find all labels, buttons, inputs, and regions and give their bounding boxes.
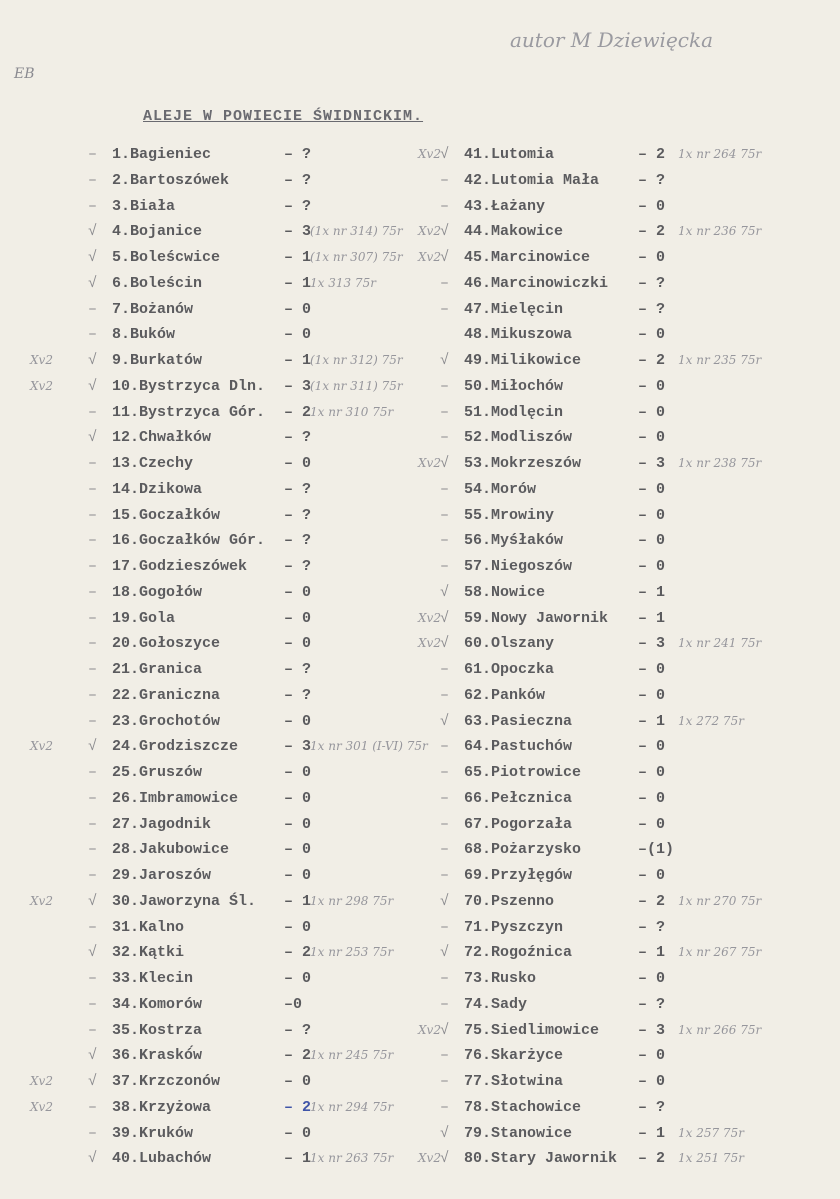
alley-count: – ? xyxy=(638,274,666,292)
alley-count: – 3 xyxy=(284,223,312,241)
alley-count: – 2 xyxy=(284,944,312,962)
village-name: 53.Mokrzeszów xyxy=(464,455,582,472)
village-name: 64.Pastuchów xyxy=(464,738,573,756)
alley-count: – 0 xyxy=(638,815,666,833)
alley-count: – 3 xyxy=(638,455,666,472)
handwritten-tally: Xv2 xyxy=(30,739,53,754)
village-name: 74.Sady xyxy=(464,995,528,1013)
alley-count: – 0 xyxy=(638,661,666,678)
handwritten-note: 1x nr 238 75r xyxy=(678,456,762,470)
handwritten-note: (1x nr 312) 75r xyxy=(310,353,403,367)
alley-count: – ? xyxy=(638,1098,666,1116)
alley-count: – 0 xyxy=(638,558,666,575)
alley-count: – 3 xyxy=(284,377,312,395)
village-name: 58.Nowice xyxy=(464,583,546,601)
author-signature: autor M Dziewięcka xyxy=(510,28,714,52)
check-mark: √ xyxy=(88,429,98,447)
check-mark: – xyxy=(88,867,98,884)
village-name: 65.Piotrowice xyxy=(464,764,582,781)
alley-count: – 0 xyxy=(284,635,312,653)
village-name: 50.Miłochów xyxy=(464,377,564,395)
alley-count: – 0 xyxy=(638,532,666,550)
alley-count: – 1 xyxy=(284,892,312,910)
village-name: 22.Graniczna xyxy=(112,686,221,704)
village-name: 79.Stanowice xyxy=(464,1124,573,1142)
handwritten-note: 1x nr 267 75r xyxy=(678,945,762,960)
village-name: 62.Panków xyxy=(464,686,546,704)
alley-count: – 2 xyxy=(638,1150,666,1168)
village-name: 52.Modliszów xyxy=(464,429,573,447)
handwritten-note: 1x nr 294 75r xyxy=(310,1099,394,1114)
alley-count: – ? xyxy=(284,480,312,498)
village-name: 73.Rusko xyxy=(464,970,537,987)
village-name: 80.Stary Jawornik xyxy=(464,1150,618,1168)
check-mark: – xyxy=(88,1098,98,1116)
alley-count: – 1 xyxy=(638,609,666,627)
alley-count: – 1 xyxy=(638,944,666,962)
alley-count: – 0 xyxy=(284,326,312,344)
handwritten-tally: Xv2 xyxy=(30,1074,53,1088)
check-mark: – xyxy=(440,1047,450,1065)
alley-count: – ? xyxy=(284,197,312,215)
village-name: 21.Granica xyxy=(112,661,203,678)
check-mark: – xyxy=(88,970,98,987)
alley-count: – ? xyxy=(284,429,312,447)
check-mark: – xyxy=(440,377,450,395)
village-name: 39.Kruków xyxy=(112,1124,194,1142)
village-name: 47.Mielęcin xyxy=(464,300,564,318)
check-mark: – xyxy=(88,764,98,781)
handwritten-note: 1x nr 270 75r xyxy=(678,893,762,908)
check-mark: √ xyxy=(88,377,98,395)
check-mark: – xyxy=(440,429,450,447)
alley-count: – 0 xyxy=(638,197,666,215)
handwritten-tally: Xv2 xyxy=(30,1099,53,1114)
handwritten-note: 1x 257 75r xyxy=(678,1125,744,1140)
village-name: 55.Mrowiny xyxy=(464,506,555,524)
village-name: 33.Klecin xyxy=(112,970,194,987)
check-mark: – xyxy=(88,918,98,936)
handwritten-note: (1x nr 314) 75r xyxy=(310,224,403,239)
village-name: 36.Kraskó́w xyxy=(112,1047,203,1065)
check-mark: – xyxy=(440,995,450,1013)
village-name: 10.Bystrzyca Dln. xyxy=(112,377,266,395)
check-mark: – xyxy=(440,918,450,936)
alley-count: –0 xyxy=(284,995,303,1013)
check-mark: – xyxy=(88,583,98,601)
handwritten-note: 1x nr 264 75r xyxy=(678,147,762,161)
alley-count: – 0 xyxy=(284,1073,312,1090)
check-mark: – xyxy=(88,712,98,730)
check-mark: – xyxy=(440,970,450,987)
village-name: 11.Bystrzyca Gór. xyxy=(112,403,266,421)
village-name: 77.Słotwina xyxy=(464,1073,564,1090)
check-mark: – xyxy=(88,1021,98,1039)
alley-count: – ? xyxy=(284,506,312,524)
check-mark: √ xyxy=(440,223,450,241)
alley-count: – 0 xyxy=(638,686,666,704)
check-mark: – xyxy=(440,686,450,704)
village-name: 14.Dzikowa xyxy=(112,480,203,498)
handwritten-note: 1x nr 241 75r xyxy=(678,636,762,651)
handwritten-note: 1x nr 266 75r xyxy=(678,1022,762,1037)
check-mark: √ xyxy=(440,1124,450,1142)
handwritten-tally: Xv2 xyxy=(418,456,441,470)
alley-count: – 0 xyxy=(284,970,312,987)
check-mark: – xyxy=(440,506,450,524)
check-mark: – xyxy=(88,686,98,704)
alley-count: – 2 xyxy=(638,352,666,369)
alley-count: – 0 xyxy=(284,1124,312,1142)
check-mark: – xyxy=(440,1073,450,1090)
check-mark: – xyxy=(440,480,450,498)
check-mark: – xyxy=(88,326,98,344)
check-mark: – xyxy=(88,403,98,421)
alley-count: – 2 xyxy=(284,1047,312,1065)
alley-count: – 3 xyxy=(284,738,312,756)
handwritten-tally: Xv2 xyxy=(418,610,441,625)
alley-count: – 0 xyxy=(284,918,312,936)
alley-count: – 0 xyxy=(284,712,312,730)
handwritten-tally: Xv2 xyxy=(30,893,53,908)
handwritten-tally: Xv2 xyxy=(418,224,441,239)
check-mark: √ xyxy=(440,249,450,266)
check-mark: – xyxy=(440,558,450,575)
handwritten-note: 1x 272 75r xyxy=(678,713,744,728)
village-name: 70.Pszenno xyxy=(464,892,555,910)
village-name: 37.Krzczonów xyxy=(112,1073,221,1090)
check-mark: √ xyxy=(88,223,98,241)
check-mark: √ xyxy=(440,944,450,962)
village-name: 42.Lutomia Mała xyxy=(464,171,600,189)
alley-count: – 0 xyxy=(638,867,666,884)
alley-count: – ? xyxy=(284,146,312,163)
handwritten-note: 1x nr 310 75r xyxy=(310,404,394,419)
check-mark: √ xyxy=(440,146,450,163)
village-name: 27.Jagodnik xyxy=(112,815,212,833)
alley-count: – 0 xyxy=(638,1073,666,1090)
village-name: 40.Lubachów xyxy=(112,1150,212,1168)
alley-count: – 0 xyxy=(638,480,666,498)
check-mark: √ xyxy=(88,892,98,910)
village-name: 4.Bojanice xyxy=(112,223,203,241)
village-name: 6.Boleścin xyxy=(112,274,203,292)
handwritten-note: 1x nr 245 75r xyxy=(310,1048,394,1063)
village-name: 45.Marcinowice xyxy=(464,249,591,266)
alley-count: – 1 xyxy=(638,712,666,730)
handwritten-tally: Xv2 xyxy=(418,636,441,651)
handwritten-note: 1x 313 75r xyxy=(310,275,376,290)
check-mark: √ xyxy=(88,1073,98,1090)
alley-count: – 0 xyxy=(284,455,312,472)
village-name: 38.Krzyżowa xyxy=(112,1098,212,1116)
village-name: 67.Pogorzała xyxy=(464,815,573,833)
village-name: 12.Chwałków xyxy=(112,429,212,447)
alley-count: – 0 xyxy=(638,764,666,781)
check-mark: √ xyxy=(88,1150,98,1168)
check-mark: – xyxy=(440,197,450,215)
alley-count: – ? xyxy=(284,686,312,704)
handwritten-note: 1x nr 301 (I-VI) 75r xyxy=(310,739,428,754)
alley-count: – 0 xyxy=(638,506,666,524)
village-name: 25.Gruszów xyxy=(112,764,203,781)
alley-count: – 0 xyxy=(638,326,666,344)
check-mark: √ xyxy=(440,455,450,472)
village-name: 26.Imbramowice xyxy=(112,789,239,807)
village-name: 29.Jaroszów xyxy=(112,867,212,884)
check-mark: √ xyxy=(88,1047,98,1065)
corner-mark: EB xyxy=(14,66,35,82)
check-mark: – xyxy=(88,300,98,318)
alley-count: – 2 xyxy=(284,1098,312,1116)
handwritten-tally: Xv2 xyxy=(418,147,441,161)
check-mark: – xyxy=(88,558,98,575)
check-mark: – xyxy=(88,171,98,189)
alley-count: – ? xyxy=(284,558,312,575)
village-name: 76.Skarżyce xyxy=(464,1047,564,1065)
alley-count: – ? xyxy=(638,171,666,189)
village-name: 2.Bartoszówek xyxy=(112,171,230,189)
handwritten-tally: Xv2 xyxy=(418,1022,441,1037)
village-name: 13.Czechy xyxy=(112,455,194,472)
check-mark: – xyxy=(440,661,450,678)
check-mark: √ xyxy=(440,1150,450,1168)
check-mark: – xyxy=(440,1098,450,1116)
alley-count: – 1 xyxy=(284,1150,312,1168)
alley-count: – 0 xyxy=(284,300,312,318)
check-mark: – xyxy=(440,171,450,189)
handwritten-note: 1x nr 263 75r xyxy=(310,1151,394,1166)
alley-count: – ? xyxy=(284,1021,312,1039)
village-name: 9.Burkatów xyxy=(112,352,203,369)
alley-count: – 0 xyxy=(638,789,666,807)
alley-count: – ? xyxy=(638,918,666,936)
village-name: 32.Kątki xyxy=(112,944,185,962)
alley-count: – 0 xyxy=(638,970,666,987)
alley-count: – 2 xyxy=(638,146,666,163)
check-mark: – xyxy=(440,764,450,781)
alley-count: – 0 xyxy=(638,249,666,266)
check-mark: – xyxy=(88,995,98,1013)
village-name: 78.Stachowice xyxy=(464,1098,582,1116)
alley-count: – ? xyxy=(284,532,312,550)
check-mark: – xyxy=(88,146,98,163)
village-name: 59.Nowy Jawornik xyxy=(464,609,609,627)
handwritten-tally: Xv2 xyxy=(30,353,53,367)
village-name: 43.Łażany xyxy=(464,197,546,215)
alley-count: – 0 xyxy=(638,403,666,421)
village-name: 54.Morów xyxy=(464,480,537,498)
check-mark: – xyxy=(440,867,450,884)
village-name: 28.Jakubowice xyxy=(112,841,230,859)
alley-count: – 2 xyxy=(284,403,312,421)
handwritten-note: (1x nr 311) 75r xyxy=(310,378,403,393)
handwritten-note: (1x nr 307) 75r xyxy=(310,250,403,264)
alley-count: – 0 xyxy=(284,867,312,884)
village-name: 8.Buków xyxy=(112,326,176,344)
alley-count: – 1 xyxy=(284,352,312,369)
handwritten-tally: Xv2 xyxy=(418,250,441,264)
alley-count: – 0 xyxy=(638,1047,666,1065)
village-name: 23.Grochotów xyxy=(112,712,221,730)
village-name: 7.Bożanów xyxy=(112,300,194,318)
check-mark: – xyxy=(440,532,450,550)
check-mark: – xyxy=(88,841,98,859)
village-name: 35.Kostrza xyxy=(112,1021,203,1039)
alley-count: – 0 xyxy=(284,815,312,833)
check-mark: – xyxy=(88,455,98,472)
check-mark: √ xyxy=(88,944,98,962)
village-name: 75.Siedlimowice xyxy=(464,1021,600,1039)
check-mark: – xyxy=(440,789,450,807)
alley-count: – 3 xyxy=(638,1021,666,1039)
alley-count: – 0 xyxy=(284,583,312,601)
alley-count: – ? xyxy=(638,300,666,318)
village-name: 24.Grodziszcze xyxy=(112,738,239,756)
check-mark: – xyxy=(88,506,98,524)
check-mark: √ xyxy=(88,274,98,292)
village-name: 41.Lutomia xyxy=(464,146,555,163)
check-mark: – xyxy=(88,815,98,833)
check-mark: √ xyxy=(440,352,450,369)
alley-count: – 2 xyxy=(638,223,666,241)
village-name: 34.Komorów xyxy=(112,995,203,1013)
alley-count: – 1 xyxy=(638,583,666,601)
handwritten-tally: Xv2 xyxy=(30,378,53,393)
check-mark: – xyxy=(88,1124,98,1142)
handwritten-note: 1x nr 236 75r xyxy=(678,224,762,239)
check-mark: – xyxy=(88,609,98,627)
check-mark: √ xyxy=(440,609,450,627)
alley-count: – 3 xyxy=(638,635,666,653)
check-mark: – xyxy=(440,738,450,756)
village-name: 15.Goczałków xyxy=(112,506,221,524)
alley-count: – 1 xyxy=(284,274,312,292)
village-name: 49.Milikowice xyxy=(464,352,582,369)
check-mark: – xyxy=(88,661,98,678)
alley-count: – ? xyxy=(638,995,666,1013)
village-name: 1.Bagieniec xyxy=(112,146,212,163)
village-name: 68.Pożarzysko xyxy=(464,841,582,859)
check-mark: √ xyxy=(88,738,98,756)
village-name: 48.Mikuszowa xyxy=(464,326,573,344)
village-name: 19.Gola xyxy=(112,609,176,627)
village-name: 44.Makowice xyxy=(464,223,564,241)
village-name: 3.Biała xyxy=(112,197,176,215)
village-name: 60.Olszany xyxy=(464,635,555,653)
village-name: 46.Marcinowiczki xyxy=(464,274,609,292)
check-mark: √ xyxy=(440,1021,450,1039)
check-mark: √ xyxy=(88,249,98,266)
village-name: 61.Opoczka xyxy=(464,661,555,678)
check-mark: √ xyxy=(440,892,450,910)
village-name: 17.Godzieszówek xyxy=(112,558,248,575)
alley-count: – ? xyxy=(284,661,312,678)
check-mark: – xyxy=(88,635,98,653)
village-name: 5.Boleścwice xyxy=(112,249,221,266)
village-name: 30.Jaworzyna Śl. xyxy=(112,892,257,910)
alley-count: – ? xyxy=(284,171,312,189)
alley-count: – 0 xyxy=(638,377,666,395)
handwritten-tally: Xv2 xyxy=(418,1151,441,1166)
check-mark: – xyxy=(440,300,450,318)
check-mark: √ xyxy=(440,712,450,730)
check-mark: – xyxy=(88,480,98,498)
village-name: 72.Rogoźnica xyxy=(464,944,573,962)
page-title: ALEJE W POWIECIE ŚWIDNICKIM. xyxy=(143,108,424,125)
village-name: 71.Pyszczyn xyxy=(464,918,564,936)
check-mark: – xyxy=(440,841,450,859)
village-name: 56.Myśłaków xyxy=(464,532,564,550)
check-mark: √ xyxy=(440,583,450,601)
alley-count: – 0 xyxy=(638,738,666,756)
village-name: 69.Przyłęgów xyxy=(464,867,573,884)
handwritten-note: 1x nr 298 75r xyxy=(310,893,394,908)
village-name: 57.Niegoszów xyxy=(464,558,573,575)
check-mark: – xyxy=(440,274,450,292)
check-mark: – xyxy=(88,532,98,550)
check-mark: – xyxy=(440,403,450,421)
handwritten-note: 1x nr 253 75r xyxy=(310,945,394,960)
village-name: 63.Pasieczna xyxy=(464,712,573,730)
alley-count: – 1 xyxy=(638,1124,666,1142)
village-name: 20.Gołoszyce xyxy=(112,635,221,653)
village-name: 66.Pełcznica xyxy=(464,789,573,807)
check-mark: √ xyxy=(440,635,450,653)
alley-count: – 2 xyxy=(638,892,666,910)
check-mark: – xyxy=(440,815,450,833)
check-mark: √ xyxy=(88,352,98,369)
alley-count: – 0 xyxy=(284,764,312,781)
handwritten-note: 1x nr 235 75r xyxy=(678,353,762,367)
village-name: 51.Modlęcin xyxy=(464,403,564,421)
check-mark: – xyxy=(88,789,98,807)
village-name: 16.Goczałków Gór. xyxy=(112,532,266,550)
alley-count: – 0 xyxy=(284,609,312,627)
alley-count: – 0 xyxy=(638,429,666,447)
alley-count: – 0 xyxy=(284,789,312,807)
handwritten-note: 1x 251 75r xyxy=(678,1151,744,1166)
alley-count: – 0 xyxy=(284,841,312,859)
alley-count: – 1 xyxy=(284,249,312,266)
alley-count: –(1) xyxy=(638,841,675,859)
check-mark: – xyxy=(88,197,98,215)
village-name: 31.Kalno xyxy=(112,918,185,936)
village-name: 18.Gogołów xyxy=(112,583,203,601)
